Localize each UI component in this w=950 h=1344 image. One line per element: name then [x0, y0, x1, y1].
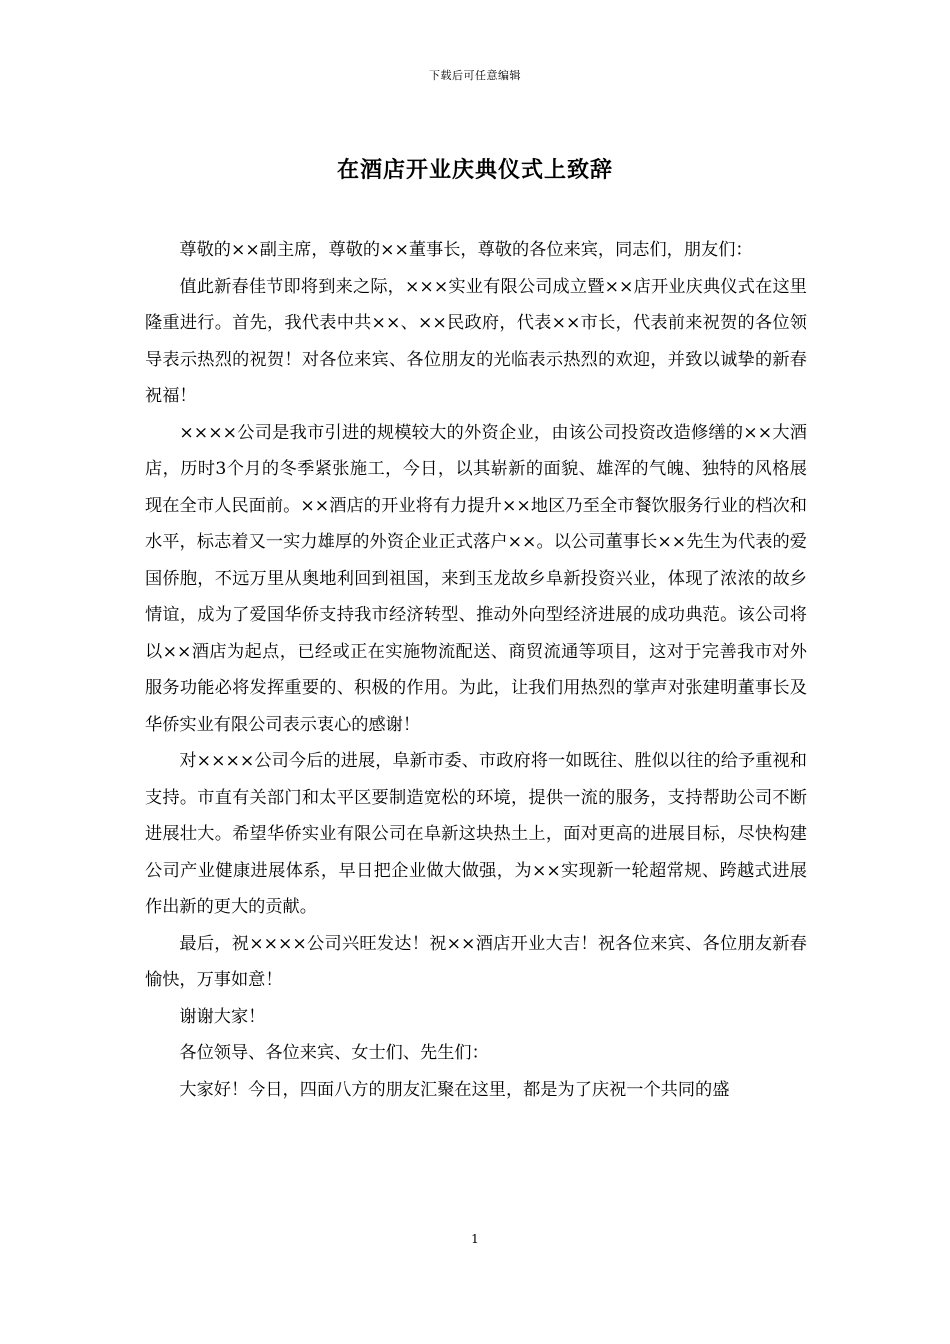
header-note: 下载后可任意编辑 [429, 69, 521, 82]
paragraph-company-intro: ××××公司是我市引进的规模较大的外资企业，由该公司投资改造修缮的××大酒店，历时3个月的冬季紧张施工，今日，以其崭新的面貌、雄浑的气魄、独特的风格展现在全市人民面前。××酒店的开业将有力提升××地区乃至全市餐饮服务行业的档次和水平，标志着又一实力雄厚的外资企业正式落户××。以公司董事长××先生为代表的爱国侨胞，不远万里从奥地利回到祖国，来到玉龙故乡阜新投资兴业，体现了浓浓的故乡情谊，成为了爱国华侨支持我市经济转型、推动外向型经济进展的成功典范。该公司将以××酒店为起点，已经或正在实施物流配送、商贸流通等项目，这对于完善我市对外服务功能必将发挥重要的、积极的作用。为此，让我们用热烈的掌声对张建明董事长及华侨实业有限公司表示衷心的感谢！ [145, 422, 807, 735]
page-number: 1 [471, 1232, 479, 1246]
paragraph-closing-wishes: 最后，祝××××公司兴旺发达！祝××酒店开业大吉！祝各位来宾、各位朋友新春愉快，万事如意！ [145, 933, 807, 990]
paragraph-support: 对××××公司今后的进展，阜新市委、市政府将一如既往、胜似以往的给予重视和支持。市直有关部门和太平区要制造宽松的环境，提供一流的服务，支持帮助公司不断进展壮大。希望华侨实业有限公司在阜新这块热土上，面对更高的进展目标，尽快构建公司产业健康进展体系，早日把企业做大做强，为××实现新一轮超常规、跨越式进展作出新的更大的贡献。 [145, 751, 807, 917]
paragraph-second-salutation: 各位领导、各位来宾、女士们、先生们： [179, 1043, 489, 1063]
paragraph-opening: 值此新春佳节即将到来之际，×××实业有限公司成立暨××店开业庆典仪式在这里隆重进行。首先，我代表中共××、××民政府，代表××市长，代表前来祝贺的各位领导表示热烈的祝贺！对各位来宾、各位朋友的光临表示热烈的欢迎，并致以诚挚的新春祝福！ [145, 276, 807, 406]
paragraph-salutation: 尊敬的××副主席，尊敬的××董事长，尊敬的各位来宾，同志们，朋友们： [179, 240, 753, 260]
document-body [145, 232, 807, 1108]
document-title: 在酒店开业庆典仪式上致辞 [336, 157, 613, 183]
paragraph-second-opening: 大家好！今日，四面八方的朋友汇聚在这里，都是为了庆祝一个共同的盛 [179, 1079, 730, 1100]
paragraph-thanks: 谢谢大家！ [179, 1006, 266, 1027]
